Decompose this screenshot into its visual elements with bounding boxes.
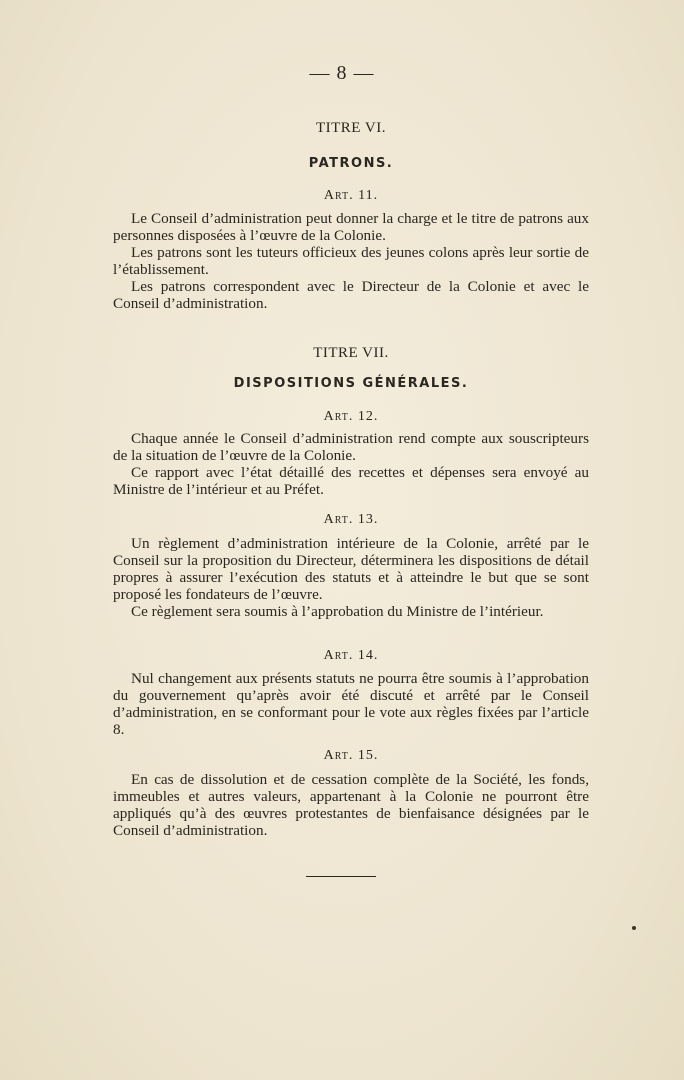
article-15-body [113,771,589,839]
page-number: — 8 — [309,62,375,84]
article-13-label: Art. 13. [323,512,379,527]
article-12-body [113,430,589,498]
article-14-body [113,670,589,738]
paragraph: Chaque année le Conseil d’administration rend compte aux souscripteurs de la situation de l’œuvre de la Colonie. [113,430,589,464]
paragraph: Un règlement d’administration intérieure de la Colonie, arrêté par le Conseil sur la proposition du Directeur, déterminera les dispositions de détail propres à assurer l’exécution des statuts et à atteindre le but que se sont proposé les fondateurs de l’œuvre. [113,535,589,603]
paragraph: Les patrons correspondent avec le Directeur de la Colonie et avec le Conseil d’administration. [113,278,589,312]
paragraph: En cas de dissolution et de cessation complète de la Société, les fonds, immeubles et autres valeurs, appartenant à la Colonie ne pourront être appliqués qu’à des œuvres protestantes de bienfaisance désignées par le Conseil d’administration. [113,771,589,839]
paragraph: Ce rapport avec l’état détaillé des recettes et dépenses sera envoyé au Ministre de l’intérieur et au Préfet. [113,464,589,498]
article-13-body [113,535,589,620]
dispositions-generales-heading: DISPOSITIONS GÉNÉRALES. [233,376,469,391]
article-12-label: Art. 12. [323,409,379,424]
paragraph: Ce règlement sera soumis à l’approbation du Ministre de l’intérieur. [131,603,544,620]
titre-vi-title: TITRE VI. [315,120,387,136]
article-11-label: Art. 11. [323,188,379,203]
paragraph: Nul changement aux présents statuts ne pourra être soumis à l’approbation du gouvernement qu’après avoir été discuté et arrêté par le Conseil d’administration, en se conformant pour le vote aux règles fixées par l’article 8. [113,670,589,738]
ink-speck [632,926,636,930]
paragraph: Le Conseil d’administration peut donner la charge et le titre de patrons aux personnes disposées à l’œuvre de la Colonie. [113,210,589,244]
titre-vii-title: TITRE VII. [313,345,389,361]
patrons-heading: PATRONS. [308,156,394,171]
article-15-label: Art. 15. [323,748,379,763]
paragraph: Les patrons sont les tuteurs officieux des jeunes colons après leur sortie de l’établissement. [113,244,589,278]
end-rule [306,876,376,877]
article-11-body [113,210,589,312]
article-14-label: Art. 14. [323,648,379,663]
